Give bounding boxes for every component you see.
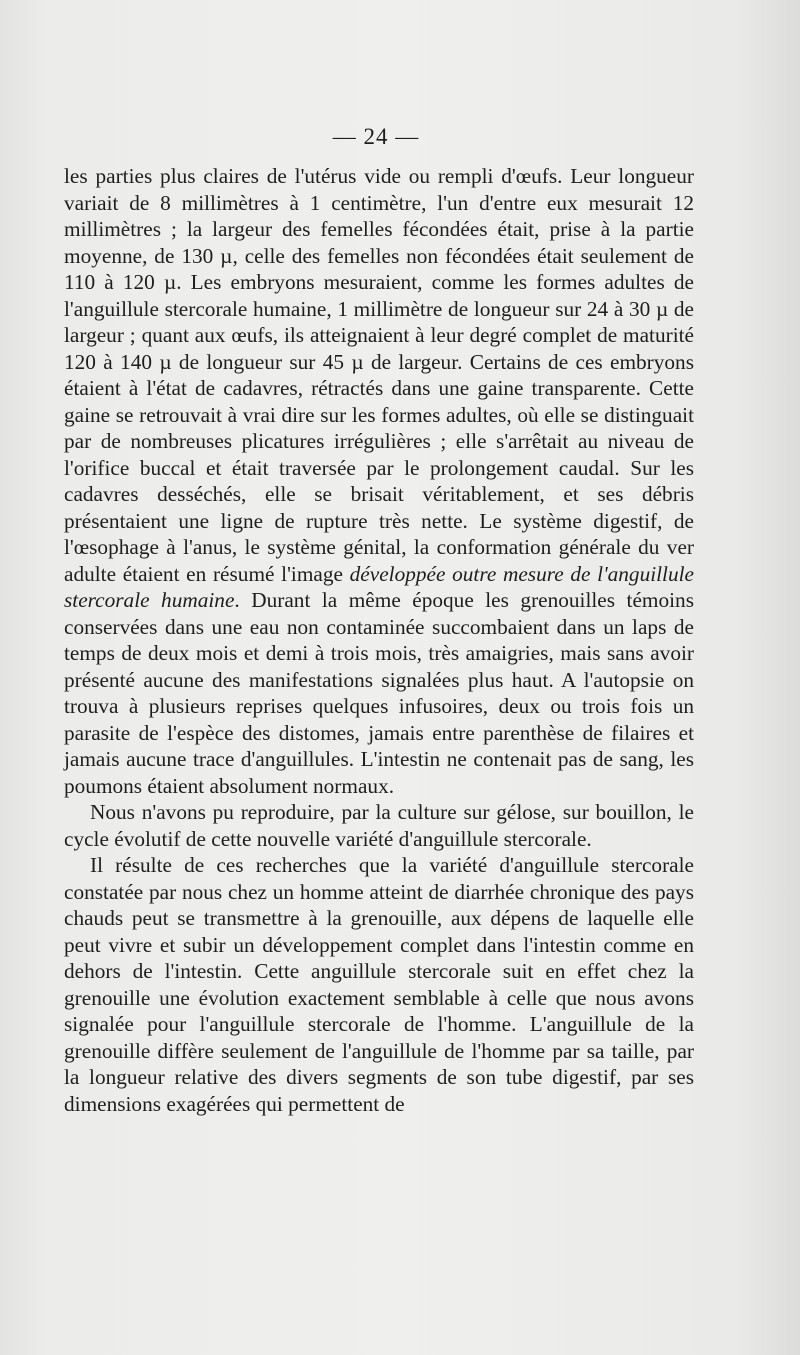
paragraph bbox=[64, 852, 694, 1117]
italic-text-run: développée outre mesure de l'anguillule stercorale humaine bbox=[64, 561, 694, 612]
text-run: Nous n'avons pu reproduire, par la culture sur gélose, sur bouillon, le cycle évolutif de cette nouvelle variété d'anguillule stercorale. bbox=[64, 800, 694, 851]
text-run: Il résulte de ces recherches que la variété d'anguillule stercorale constatée par nous chez un homme atteint de diarrhée chronique des pays chauds peut se transmettre à la grenouille, aux dépens de laquelle elle peut vivre et subir un développement complet dans l'intestin comme en dehors de l'intestin. Cette anguillule stercorale suit en effet chez la grenouille une évolution exactement semblable à celle que nous avons signalée pour l'anguillule stercorale de l'homme. L'anguillule de la grenouille diffère seulement de l'anguillule de l'homme par sa taille, par la longueur relative des divers segments de son tube digestif, par ses dimensions exagérées qui permettent de bbox=[64, 853, 694, 1116]
page-number: — 24 — bbox=[332, 124, 420, 149]
paragraph bbox=[64, 799, 694, 852]
body-text bbox=[64, 163, 694, 1117]
text-run: les parties plus claires de l'utérus vide ou rempli d'œufs. Leur longueur variait de 8 millimètres à 1 centimètre, l'un d'entre eux mesurait 12 millimètres ; la largeur des femelles fécondées était, prise à la partie moyenne, de 130 µ, celle des femelles non fécondées était seulement de 110 à 120 µ. Les embryons mesuraient, comme les formes adultes de l'anguillule stercorale humaine, 1 millimètre de longueur sur 24 à 30 µ de largeur ; quant aux œufs, ils atteignaient à leur degré complet de maturité 120 à 140 µ de longueur sur 45 µ de largeur. Certains de ces embryons étaient à l'état de cadavres, rétractés dans une gaine transparente. Cette gaine se retrouvait à vrai dire sur les formes adultes, où elle se distinguait par de nombreuses plicatures irrégulières ; elle s'arrêtait au niveau de l'orifice buccal et était traversée par le prolongement caudal. Sur les cadavres desséchés, elle se brisait véritablement, et ses débris présentaient une ligne de rupture très nette. Le système digestif, de l'œsophage à l'anus, le système génital, la conformation générale du ver adulte étaient en résumé l'image bbox=[64, 164, 694, 586]
paragraph bbox=[64, 163, 694, 799]
text-run: . Durant la même époque les grenouilles témoins conservées dans une eau non contaminée succombaient dans un laps de temps de deux mois et demi à trois mois, très amaigries, mais sans avoir présenté aucune des manifestations signalées plus haut. A l'autopsie on trouva à plusieurs reprises quelques infusoires, deux ou trois fois un parasite de l'espèce des distomes, jamais entre parenthèse de filaires et jamais aucune trace d'anguillules. L'intestin ne contenait pas de sang, les poumons étaient absolument normaux. bbox=[64, 588, 694, 798]
